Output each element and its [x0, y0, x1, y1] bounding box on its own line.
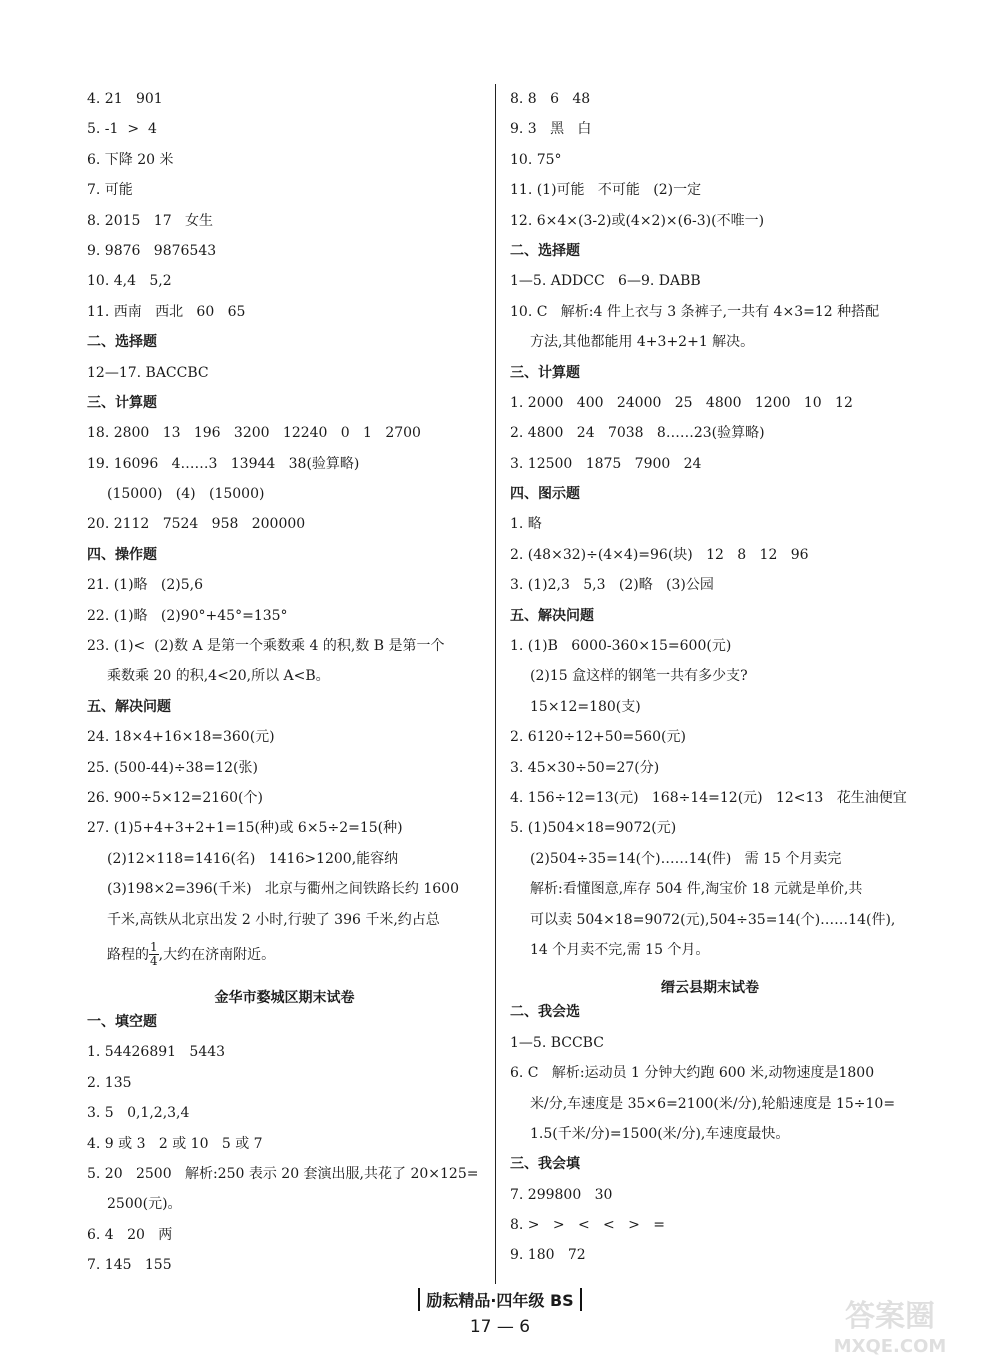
line-text: 12—17. BACCBC [87, 364, 209, 381]
answer-line [87, 844, 482, 874]
section-heading [510, 479, 910, 509]
line-text: 19. 16096 4……3 13944 38(验算略) [87, 455, 360, 472]
answer-line [87, 874, 482, 904]
line-text: 解析:看懂图意,库存 504 件,淘宝价 18 元就是单价,共 [530, 881, 863, 898]
answer-line [510, 84, 910, 114]
line-text: 4. 156÷12=13(元) 168÷14=12(元) 12<13 花生油便宜 [510, 789, 907, 806]
page-number: 17 — 6 [469, 1317, 531, 1337]
watermark-url: MXQE.COM [833, 1336, 947, 1357]
line-text: 10. 4,4 5,2 [87, 273, 172, 290]
answer-line [87, 661, 482, 691]
line-text: (15000) (4) (15000) [107, 486, 265, 503]
answer-line [510, 722, 910, 752]
line-text: 6. 下降 20 米 [87, 151, 174, 168]
answer-line [510, 1210, 910, 1240]
answer-line [510, 145, 910, 175]
line-text: (2)15 盒这样的钢笔一共有多少支? [530, 668, 748, 685]
answer-line [87, 175, 482, 205]
answer-line [510, 509, 910, 539]
line-text: 20. 2112 7524 958 200000 [87, 516, 306, 533]
line-text: 四、操作题 [87, 546, 157, 563]
answer-line [510, 388, 910, 418]
line-text: 可以卖 504×18=9072(元),504÷35=14(个)……14(件), [530, 911, 896, 928]
line-text: 11. (1)可能 不可能 (2)一定 [510, 182, 702, 199]
line-text: 10. 75° [510, 151, 562, 168]
answer-line [87, 114, 482, 144]
answer-line [510, 661, 910, 691]
section-heading [87, 540, 482, 570]
answer-line [87, 570, 482, 600]
answer-line [510, 266, 910, 296]
line-text: 1. 略 [510, 516, 542, 533]
line-text: 23. (1)< (2)数 A 是第一个乘数乘 4 的积,数 B 是第一个 [87, 638, 445, 655]
answer-line [87, 1220, 482, 1250]
line-text: (2)12×118=1416(名) 1416>1200,能容纳 [107, 850, 399, 867]
line-text: 三、计算题 [510, 364, 580, 381]
answer-line [510, 1119, 910, 1149]
line-text: 9. 3 黑 白 [510, 121, 592, 138]
line-text: 9. 9876 9876543 [87, 242, 217, 259]
fraction-numerator: 1 [150, 940, 158, 955]
section-title [510, 965, 910, 997]
answer-line [87, 206, 482, 236]
section-heading [510, 358, 910, 388]
answer-line [510, 783, 910, 813]
column-divider [495, 84, 496, 1284]
answer-line [510, 935, 910, 965]
answer-line [510, 631, 910, 661]
line-text: 22. (1)略 (2)90°+45°=135° [87, 607, 288, 624]
line-text: (3)198×2=396(千米) 北京与衢州之间铁路长约 1600 [107, 881, 459, 898]
line-text: 27. (1)5+4+3+2+1=15(种)或 6×5÷2=15(种) [87, 820, 403, 837]
line-text: 8. 8 6 48 [510, 91, 591, 107]
answer-line [510, 206, 910, 236]
line-text: 2. 6120÷12+50=560(元) [510, 729, 686, 746]
answer-line [510, 449, 910, 479]
section-heading [510, 1149, 910, 1179]
answer-line [87, 1250, 482, 1280]
answer-line [510, 297, 910, 327]
line-text: 米/分,车速度是 35×6=2100(米/分),轮船速度是 15÷10= [530, 1095, 896, 1112]
line-text: 3. (1)2,3 5,3 (2)略 (3)公园 [510, 577, 714, 594]
answer-line [510, 905, 910, 935]
answer-line [510, 1028, 910, 1058]
line-text: 2. 135 [87, 1074, 132, 1091]
line-text: 1—5. BCCBC [510, 1034, 604, 1051]
answer-line [510, 327, 910, 357]
line-text: 5. (1)504×18=9072(元) [510, 820, 677, 837]
section-heading [87, 388, 482, 418]
answer-line [87, 813, 482, 843]
answer-line [87, 266, 482, 296]
line-text: 11. 西南 西北 60 65 [87, 303, 246, 320]
answer-line [510, 570, 910, 600]
line-text: 四、图示题 [510, 486, 580, 503]
line-text: 3. 5 0,1,2,3,4 [87, 1105, 190, 1122]
line-text: 三、计算题 [87, 394, 157, 411]
line-text: 1. 2000 400 24000 25 4800 1200 10 12 [510, 394, 853, 411]
answer-line [87, 449, 482, 479]
line-text: 7. 299800 30 [510, 1186, 613, 1203]
section-heading [510, 601, 910, 631]
line-text: 2. (48×32)÷(4×4)=96(块) 12 8 12 96 [510, 546, 809, 563]
book-brand: 励耘精品·四年级 BS [418, 1288, 581, 1311]
fraction-denominator: 4 [150, 954, 158, 969]
answer-line [87, 418, 482, 448]
line-text: 10. C 解析:4 件上衣与 3 条裤子,一共有 4×3=12 种搭配 [510, 303, 880, 320]
line-text: 一、填空题 [87, 1013, 157, 1030]
section-heading [87, 327, 482, 357]
left-column [87, 84, 482, 1280]
answer-line [510, 692, 910, 722]
line-text: 1. (1)B 6000-360×15=600(元) [510, 638, 732, 655]
line-text: 18. 2800 13 196 3200 12240 0 1 2700 [87, 425, 421, 442]
answer-line [87, 509, 482, 539]
line-text: 5. 20 2500 解析:250 表示 20 套演出服,共花了 20×125= [87, 1165, 479, 1182]
line-text: 26. 900÷5×12=2160(个) [87, 789, 263, 806]
answer-line [87, 479, 482, 509]
answer-line [87, 753, 482, 783]
line-text: 9. 180 72 [510, 1247, 586, 1264]
fraction [149, 941, 159, 968]
line-text: (2)504÷35=14(个)……14(件) 需 15 个月卖完 [530, 850, 842, 867]
line-text: 缙云县期末试卷 [661, 980, 759, 997]
line-text: 千米,高铁从北京出发 2 小时,行驶了 396 千米,约占总 [107, 911, 440, 928]
line-text: 25. (500-44)÷38=12(张) [87, 759, 258, 776]
line-text: 7. 可能 [87, 182, 133, 199]
answer-line [510, 753, 910, 783]
line-text: 路程的 [107, 946, 149, 963]
answer-line [87, 631, 482, 661]
line-text: 7. 145 155 [87, 1257, 172, 1274]
answer-line [87, 236, 482, 266]
watermark-text: 答案圈 [845, 1299, 935, 1334]
answer-line [510, 175, 910, 205]
line-text: 8. > > < < > = [510, 1217, 665, 1234]
section-heading [87, 692, 482, 722]
line-text: 二、选择题 [510, 242, 580, 259]
line-text: 二、我会选 [510, 1004, 580, 1021]
line-text: 1—5. ADDCC 6—9. DABB [510, 273, 701, 290]
line-text: 三、我会填 [510, 1156, 580, 1173]
answer-line [510, 114, 910, 144]
line-text: 6. 4 20 两 [87, 1226, 173, 1243]
answer-line [510, 844, 910, 874]
line-text: 5. -1 > 4 [87, 121, 157, 138]
line-text: 2500(元)。 [107, 1196, 182, 1213]
answer-line [510, 540, 910, 570]
answer-line [87, 601, 482, 631]
answer-line [510, 418, 910, 448]
line-text: 1.5(千米/分)=1500(米/分),车速度最快。 [530, 1125, 790, 1142]
answer-line [87, 1189, 482, 1219]
answer-line [87, 1159, 482, 1189]
line-text: 14 个月卖不完,需 15 个月。 [530, 941, 710, 958]
line-text: 6. C 解析:运动员 1 分钟大约跑 600 米,动物速度是1800 [510, 1065, 875, 1082]
answer-line [87, 935, 482, 975]
answer-line [87, 722, 482, 752]
answer-line [510, 1240, 910, 1270]
right-column [510, 84, 910, 1271]
line-text: 8. 2015 17 女生 [87, 212, 213, 229]
line-text: 12. 6×4×(3-2)或(4×2)×(6-3)(不唯一) [510, 212, 765, 229]
line-text: 金华市婺城区期末试卷 [214, 989, 355, 1006]
answer-line [87, 1098, 482, 1128]
answer-line [510, 1058, 910, 1088]
line-text: 4. 21 901 [87, 91, 163, 107]
answer-line [87, 783, 482, 813]
answer-line [87, 1129, 482, 1159]
line-text: 4. 9 或 3 2 或 10 5 或 7 [87, 1135, 263, 1152]
answer-line [87, 84, 482, 114]
section-heading [510, 236, 910, 266]
line-text-after: ,大约在济南附近。 [158, 946, 276, 963]
line-text: 3. 12500 1875 7900 24 [510, 455, 702, 472]
watermark-logo [800, 1290, 980, 1360]
line-text: 1. 54426891 5443 [87, 1044, 226, 1061]
line-text: 15×12=180(支) [530, 698, 641, 715]
section-title [87, 975, 482, 1007]
answer-line [87, 1068, 482, 1098]
line-text: 2. 4800 24 7038 8……23(验算略) [510, 425, 765, 442]
answer-line [87, 145, 482, 175]
answer-line [510, 1180, 910, 1210]
line-text: 五、解决问题 [87, 698, 171, 715]
answer-line [510, 874, 910, 904]
line-text: 24. 18×4+16×18=360(元) [87, 729, 275, 746]
answer-line [87, 358, 482, 388]
line-text: 二、选择题 [87, 334, 157, 351]
answer-line [510, 1089, 910, 1119]
line-text: 21. (1)略 (2)5,6 [87, 577, 203, 594]
line-text: 五、解决问题 [510, 607, 594, 624]
answer-line [510, 813, 910, 843]
line-text: 乘数乘 20 的积,4<20,所以 A<B。 [107, 668, 330, 685]
line-text: 方法,其他都能用 4+3+2+1 解决。 [530, 334, 755, 351]
answer-line [87, 1037, 482, 1067]
answer-line [87, 297, 482, 327]
line-text: 3. 45×30÷50=27(分) [510, 759, 660, 776]
answer-line [87, 905, 482, 935]
